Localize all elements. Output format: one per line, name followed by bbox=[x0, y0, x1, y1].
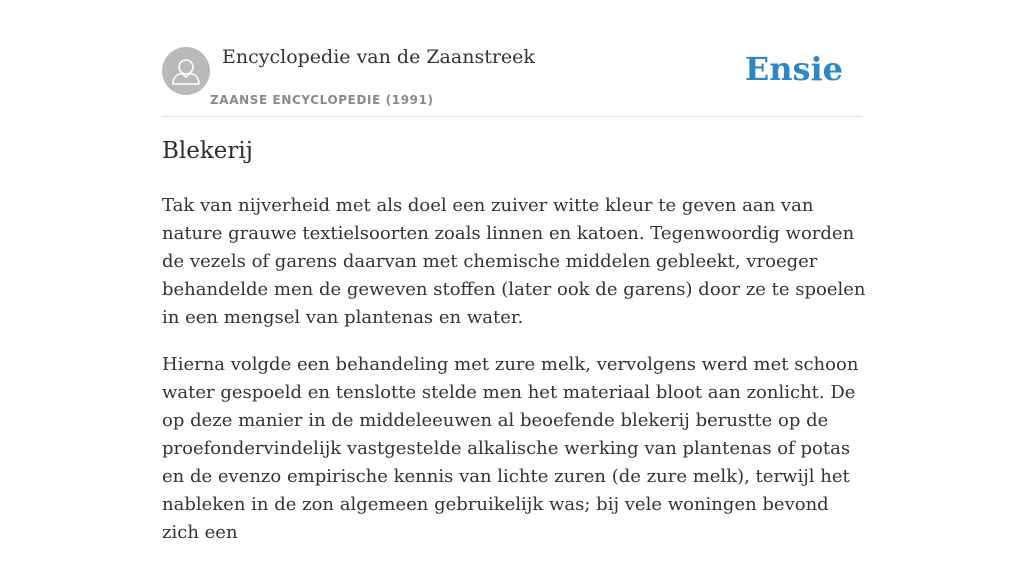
article-paragraph-1: Tak van nijverheid met als doel een zuiver witte kleur te geven aan van nature grauwe textielsoorten zoals linnen en katoen. Tegenwoordig worden de vezels of garens daarvan met chemische middelen gebleekt, vroeger behandelde men de geweven stoffen (later ook de garens) door ze te spoelen in een mengsel van plantenas en water. bbox=[162, 195, 866, 328]
user-silhouette-icon bbox=[162, 47, 210, 95]
source-title-link[interactable]: Encyclopedie van de Zaanstreek bbox=[222, 46, 535, 68]
user-avatar-icon[interactable] bbox=[162, 47, 210, 95]
article-paragraph-2: Hierna volgde een behandeling met zure melk, vervolgens werd met schoon water gespoeld en tenslotte stelde men het materiaal bloot aan zonlicht. De op deze manier in de middeleeuwen al beoefende blekerij berustte op de proefondervindelijk vastgestelde alkalische werking van plantenas of potas en de evenzo empirische kennis van lichte zuren (de zure melk), terwijl het nableken in de zon algemeen gebruikelijk was; bij vele woningen bevond zich een bbox=[162, 354, 859, 543]
source-header bbox=[162, 38, 862, 117]
entry-title: Blekerij bbox=[162, 138, 253, 164]
article-body bbox=[162, 192, 867, 566]
ensie-logo[interactable]: Ensie bbox=[744, 50, 843, 88]
source-subtitle: ZAANSE ENCYCLOPEDIE (1991) bbox=[210, 93, 434, 107]
